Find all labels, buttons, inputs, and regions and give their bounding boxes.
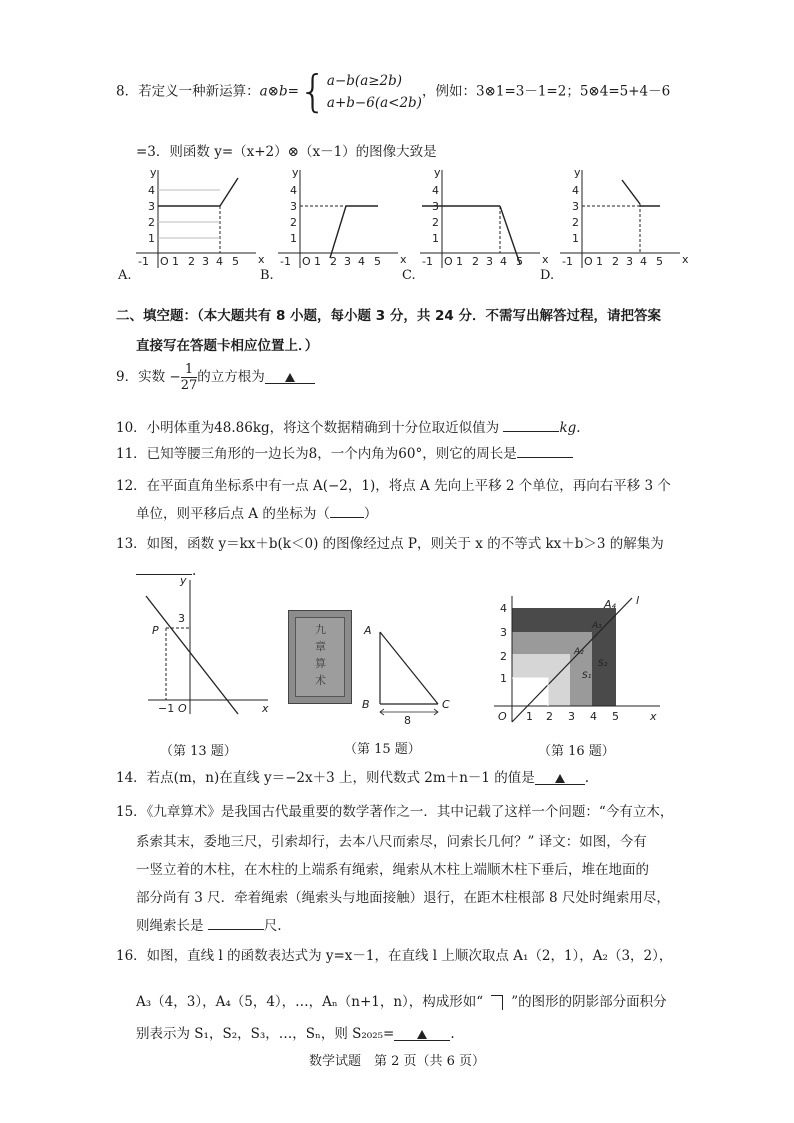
- fig15-book-title: 九章算术: [315, 623, 326, 687]
- ytick: 1: [290, 232, 297, 245]
- xtick: 1: [456, 255, 463, 268]
- origin: O: [178, 702, 187, 715]
- xtick: 3: [202, 255, 209, 268]
- q15-line1: 15．《九章算术》是我国古代最重要的数学著作之一．其中记载了这样一个问题：“今有立木，: [116, 804, 674, 820]
- fig15-book-image: [288, 610, 352, 704]
- xtick: 5: [656, 255, 663, 268]
- q15-line5-text: 则绳索长是: [136, 918, 204, 934]
- q13-text: 13．如图，函数 y＝kx＋b(k＜0) 的图像经过点 P，则关于 x 的不等式 kx＋b＞3 的解集为: [116, 536, 664, 552]
- y-label: y: [180, 574, 187, 587]
- q8-case2: a+b−6(a<2b): [326, 95, 422, 111]
- side-ac: [380, 632, 438, 704]
- x-label: x: [682, 253, 689, 266]
- label-l: l: [636, 594, 640, 607]
- ytick: 3: [572, 200, 579, 213]
- origin: O: [498, 710, 507, 723]
- xtick: 2: [330, 255, 337, 268]
- xtick: -1: [280, 255, 291, 268]
- ytick: 2: [572, 216, 579, 229]
- q16-answer-blank[interactable]: [394, 1026, 450, 1041]
- q12-close-paren: ）: [363, 506, 378, 522]
- y-label: y: [574, 166, 581, 179]
- ytick: 3: [432, 200, 439, 213]
- fig16-caption: （第 16 题）: [538, 744, 615, 759]
- graph-segment: [330, 206, 346, 258]
- fig16-graph: [490, 592, 670, 732]
- q14: [116, 766, 589, 786]
- xtick: 2: [188, 255, 195, 268]
- xtick: 4: [590, 710, 597, 723]
- fig15-triangle: [358, 616, 468, 726]
- xtick: 5: [516, 255, 523, 268]
- ytick: 4: [290, 184, 297, 197]
- y-label: y: [434, 166, 441, 179]
- graph-segment: [622, 180, 640, 204]
- xtick: 4: [500, 255, 507, 268]
- origin: O: [160, 255, 169, 268]
- q8-option-d: D.: [540, 268, 555, 283]
- q16-line1: 16．如图，直线 l 的函数表达式为 y=x－1，在直线 l 上顺次取点 A₁（2，1），A₂（3，2），: [116, 948, 673, 964]
- q10-answer-blank[interactable]: [503, 417, 559, 432]
- ytick: 2: [290, 216, 297, 229]
- q13-answer-blank[interactable]: [136, 560, 192, 575]
- q8-prefix: 8．若定义一种新运算：: [116, 83, 260, 100]
- q9-suffix: 的立方根为: [197, 369, 265, 385]
- label-8: 8: [404, 714, 411, 727]
- label-s2: S₂: [598, 659, 608, 669]
- label-s1: S₁: [582, 671, 592, 681]
- q9-denominator: 27: [180, 378, 198, 393]
- q16-line2-text: A₃（4，3），A₄（5，4），…，Aₙ（n+1，n），构成形如“: [136, 994, 484, 1010]
- triangle-icon: [555, 774, 565, 783]
- label-c: C: [442, 698, 450, 711]
- fig13-graph: [140, 576, 280, 716]
- label-a2: A₂: [574, 647, 584, 657]
- section2-heading-line2: 直接写在答题卡相应位置上．）: [136, 338, 319, 354]
- origin: O: [444, 255, 453, 268]
- xtick: 2: [612, 255, 619, 268]
- ytick: 2: [500, 650, 507, 663]
- xtick: -1: [138, 255, 149, 268]
- xtick: 4: [640, 255, 647, 268]
- q14-text: 14．若点(m，n)在直线 y＝−2x＋3 上，则代数式 2m＋n－1 的值是: [116, 770, 535, 786]
- q12-answer-blank[interactable]: [330, 503, 364, 518]
- label-a3: A₃: [592, 621, 602, 631]
- xtick: 4: [358, 255, 365, 268]
- page-footer: 数学试题 第 2 页（共 6 页）: [308, 1054, 486, 1069]
- q14-period: .: [584, 770, 590, 786]
- ytick: 4: [148, 184, 155, 197]
- xtick: -1: [562, 255, 573, 268]
- origin: O: [302, 255, 311, 268]
- x-label: x: [262, 702, 269, 715]
- x-label: x: [400, 253, 407, 266]
- q11-text: 11．已知等腰三角形的一边长为8，一个内角为60°，则它的周长是: [116, 446, 517, 462]
- xtick: 5: [374, 255, 381, 268]
- q9-fraction: [181, 362, 198, 393]
- xtick: 3: [344, 255, 351, 268]
- q16-line2: [136, 990, 667, 1010]
- ytick: 4: [572, 184, 579, 197]
- q15-answer-blank[interactable]: [208, 915, 264, 930]
- q16-line3: [136, 1022, 455, 1042]
- x-neg1: −1: [158, 702, 175, 715]
- q8-block: [116, 66, 671, 117]
- q16-line2-text-b: ”的图形的阴影部分面积分: [511, 994, 667, 1010]
- q9-numerator: 1: [181, 362, 198, 378]
- q9-answer-blank[interactable]: [265, 369, 315, 384]
- x-label: x: [258, 253, 265, 266]
- q9-prefix: 9．实数 −: [116, 369, 181, 385]
- q15-line4: 部分尚有 3 尺．牵着绳索（绳索头与地面接触）退行，在距木柱根部 8 尺处时绳索用尽，: [136, 890, 670, 906]
- xtick: 1: [314, 255, 321, 268]
- q12-line2: [136, 502, 377, 522]
- q16-line3-text: 别表示为 S₁，S₂，S₃，…，Sₙ，则 S₂₀₂₅=: [136, 1026, 395, 1042]
- xtick: 3: [626, 255, 633, 268]
- q8-option-b: B.: [260, 268, 274, 283]
- xtick: -1: [422, 255, 433, 268]
- xtick: 3: [568, 710, 575, 723]
- q8-brace: {: [298, 66, 327, 117]
- line-graph: [146, 596, 238, 714]
- ytick: 1: [572, 232, 579, 245]
- q12-line2-text: 单位，则平移后点 A 的坐标为（: [136, 506, 330, 522]
- q8-line2: =3．则函数 y=（x+2）⊗（x－1）的图像大致是: [136, 144, 437, 160]
- ytick: 2: [432, 216, 439, 229]
- q15-unit: 尺.: [263, 918, 282, 934]
- label-a4: A₄: [604, 598, 616, 611]
- ytick: 1: [500, 672, 507, 685]
- q14-answer-blank[interactable]: [535, 770, 585, 785]
- xtick: 5: [612, 710, 619, 723]
- q8-graph-c: [420, 168, 550, 273]
- q8-case1: a−b(a≥2b): [326, 73, 403, 89]
- y-three: 3: [178, 612, 185, 625]
- ytick: 4: [500, 602, 507, 615]
- triangle-icon: [417, 1030, 427, 1039]
- label-a: A: [364, 624, 372, 637]
- ytick: 4: [432, 184, 439, 197]
- xtick: 3: [486, 255, 493, 268]
- xtick: 1: [172, 255, 179, 268]
- xtick: 5: [232, 255, 239, 268]
- triangle-icon: [285, 373, 295, 382]
- fig13-caption: （第 13 题）: [160, 744, 237, 759]
- xtick: 2: [546, 710, 553, 723]
- ytick: 3: [290, 200, 297, 213]
- q15-line2: 系索其末，委地三尺，引索却行，去本八尺而索尽，问索长几何？” 译文：如图，今有: [136, 834, 647, 850]
- q15-line3: 一竖立着的木柱，在木柱的上端系有绳索，绳索从木柱上端顺木柱下垂后，堆在地面的: [136, 862, 649, 878]
- q8-graph-a: [136, 168, 266, 273]
- ytick: 1: [432, 232, 439, 245]
- q15-line5: [136, 914, 282, 934]
- y-label: y: [292, 166, 299, 179]
- ytick: 2: [148, 216, 155, 229]
- x-label: x: [542, 253, 549, 266]
- q8-lhs: a⊗b=: [259, 83, 299, 100]
- q16-period: .: [450, 1026, 455, 1042]
- q8-graph-d: [560, 168, 690, 273]
- q8-option-c: C.: [402, 268, 416, 283]
- s1-region: [512, 678, 548, 706]
- y-label: y: [150, 166, 157, 179]
- q9: [116, 362, 315, 393]
- corner-shape-icon: [491, 995, 503, 1010]
- q8-option-a: A.: [118, 268, 132, 283]
- q11: [116, 442, 573, 462]
- q10-text: 10．小明体重为48.86kg，将这个数据精确到十分位取近似值为: [116, 420, 500, 436]
- q13-period: .: [192, 563, 197, 579]
- q8-graph-b: [278, 168, 408, 273]
- q10: [116, 416, 581, 436]
- q12-line1: 12．在平面直角坐标系中有一点 A(−2，1)，将点 A 先向上平移 2 个单位，再向右平移 3 个: [116, 478, 671, 494]
- xtick: 1: [526, 710, 533, 723]
- graph-segment: [220, 178, 238, 206]
- xtick: 1: [596, 255, 603, 268]
- point-p: P: [152, 624, 159, 637]
- label-b: B: [362, 698, 370, 711]
- xtick: 2: [472, 255, 479, 268]
- q10-unit: kg.: [559, 420, 581, 436]
- ytick: 3: [500, 626, 507, 639]
- q8-example: ，例如：3⊗1=3－1=2；5⊗4=5+4－6: [421, 83, 671, 100]
- q8-cases: [327, 70, 422, 114]
- x-label: x: [650, 710, 657, 723]
- ytick: 1: [148, 232, 155, 245]
- q11-answer-blank[interactable]: [517, 443, 573, 458]
- ytick: 3: [148, 200, 155, 213]
- section2-heading: 二、填空题：（本大题共有 8 小题，每小题 3 分，共 24 分．不需写出解答过程，请把答案: [116, 308, 662, 324]
- xtick: 4: [216, 255, 223, 268]
- origin: O: [584, 255, 593, 268]
- fig15-caption: （第 15 题）: [344, 742, 421, 757]
